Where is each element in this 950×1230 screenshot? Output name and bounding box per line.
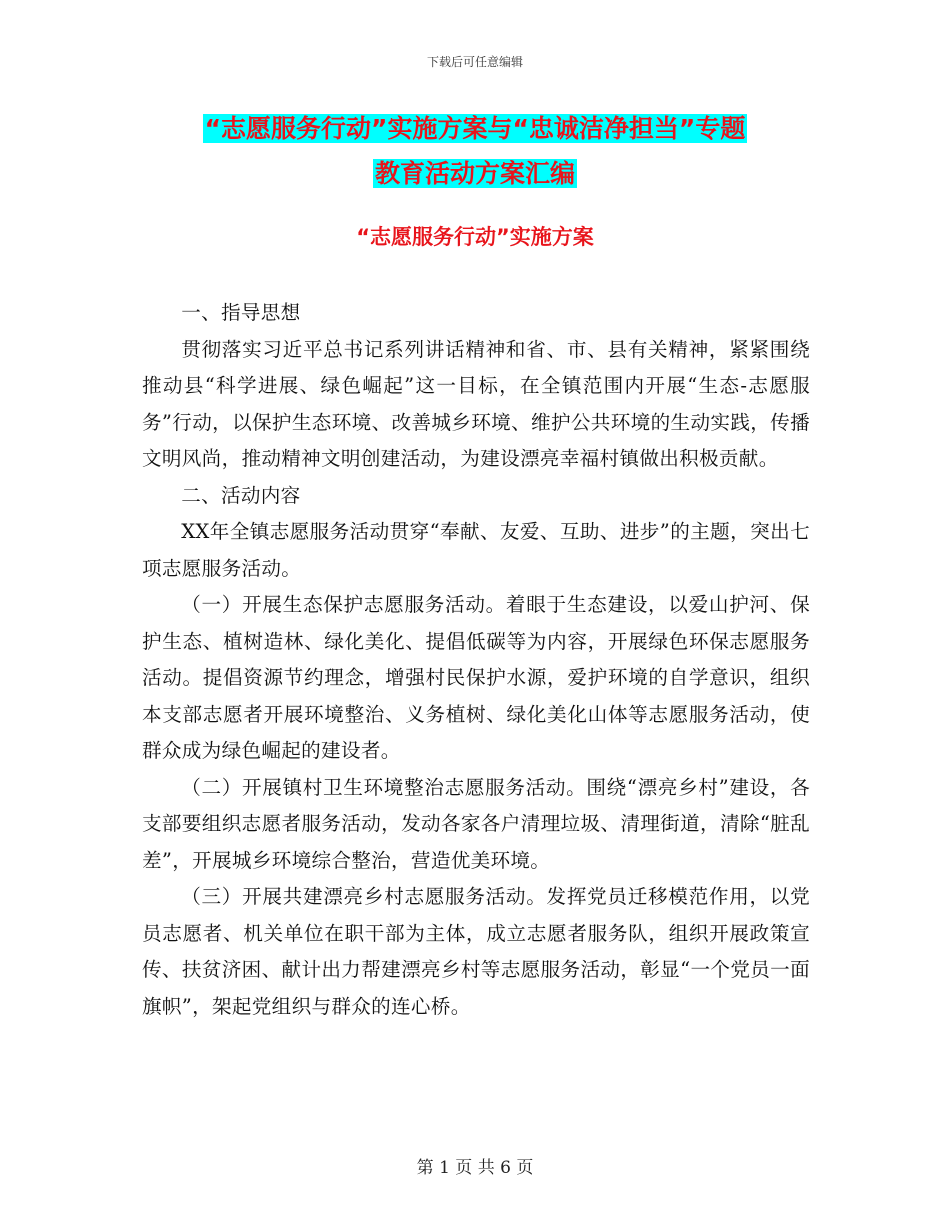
paragraph-item-2: （二）开展镇村卫生环境整治志愿服务活动。围绕“漂亮乡村”建设，各支部要组织志愿者服务活动，发动各家各户清理垃圾、清理街道，清除“脏乱差”，开展城乡环境综合整治，营造优美环境。 (142, 775, 810, 872)
paragraph-item-1: （一）开展生态保护志愿服务活动。着眼于生态建设，以爱山护河、保护生态、植树造林、绿化美化、提倡低碳等为内容，开展绿色环保志愿服务活动。提倡资源节约理念，增强村民保护水源，爱护环境的自学意识，组织本支部志愿者开展环境整治、义务植树、绿化美化山体等志愿服务活动，使群众成为绿色崛起的建设者。 (142, 593, 810, 762)
page-header-note: 下载后可任意编辑 (426, 55, 523, 69)
document-title-line-2-text: 教育活动方案汇编 (374, 159, 575, 188)
paragraph-guiding-thought: 贯彻落实习近平总书记系列讲话精神和省、市、县有关精神，紧紧围绕推动县“科学进展、绿色崛起”这一目标，在全镇范围内开展“生态-志愿服务”行动，以保护生态环境、改善城乡环境、维护公共环境的生动实践，传播文明风尚，推动精神文明创建活动，为建设漂亮幸福村镇做出积极贡献。 (142, 337, 810, 470)
document-body (142, 295, 810, 1025)
paragraph-activity-intro: XX年全镇志愿服务活动贯穿“奉献、友爱、互助、进步”的主题，突出七项志愿服务活动。 (142, 520, 810, 580)
page-number-footer: 第 1 页 共 6 页 (416, 1158, 534, 1178)
heading-guiding-thought: 一、指导思想 (181, 301, 301, 324)
document-title-line-2 (0, 156, 950, 192)
document-title-line-1-text: “志愿服务行动”实施方案与“忠诚洁净担当”专题 (204, 114, 746, 143)
document-title-line-1 (0, 111, 950, 147)
paragraph-item-3: （三）开展共建漂亮乡村志愿服务活动。发挥党员迁移模范作用，以党员志愿者、机关单位在职干部为主体，成立志愿者服务队，组织开展政策宣传、扶贫济困、献计出力帮建漂亮乡村等志愿服务活动，彰显“一个党员一面旗帜”，架起党组织与群众的连心桥。 (142, 885, 810, 1018)
section-title: “志愿服务行动”实施方案 (356, 225, 594, 249)
heading-activity-content: 二、活动内容 (181, 483, 301, 507)
